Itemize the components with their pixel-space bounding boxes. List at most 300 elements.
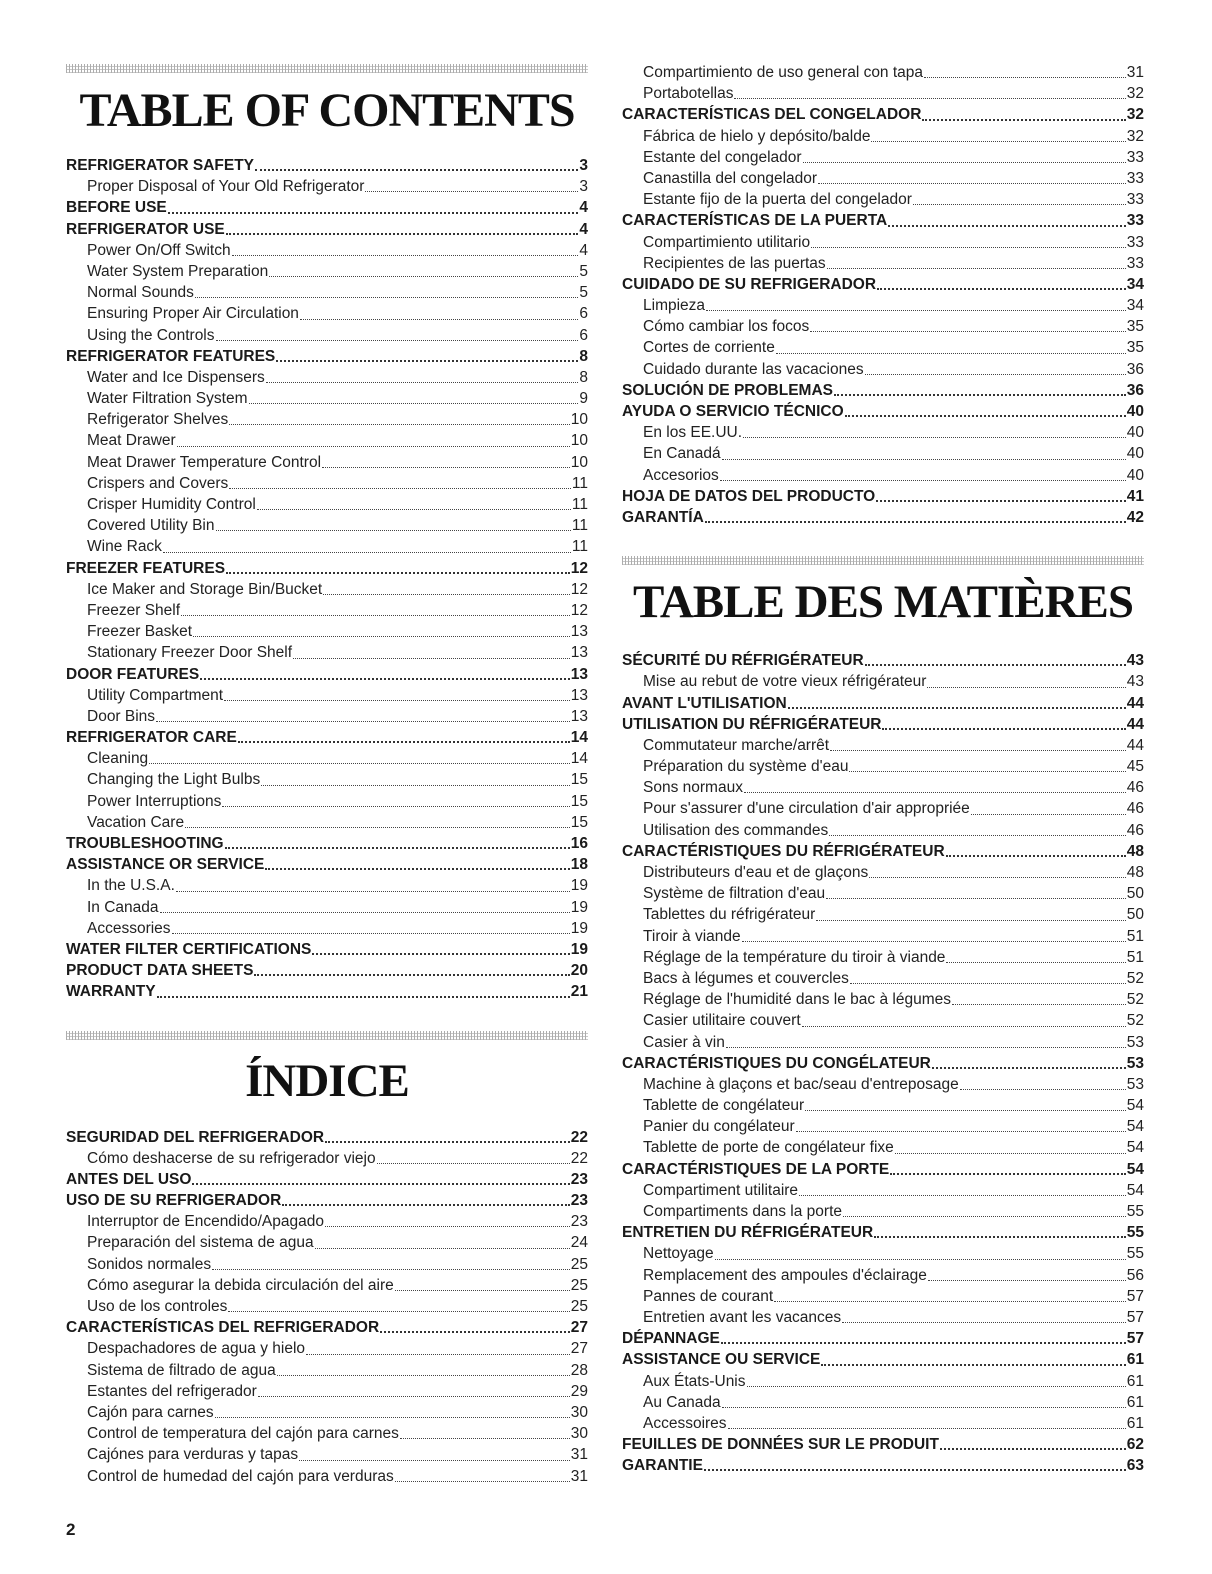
dot-leader xyxy=(722,459,1126,460)
toc-subsection-entry xyxy=(622,1180,1144,1201)
dot-leader xyxy=(185,827,570,828)
toc-entry-label: CARACTÉRISTIQUES DE LA PORTE xyxy=(622,1160,890,1178)
dot-leader xyxy=(895,1153,1126,1154)
toc-entry-label: Limpieza xyxy=(643,297,706,315)
dot-leader xyxy=(293,658,570,659)
toc-entry-page: 3 xyxy=(579,178,588,196)
toc-section-entry xyxy=(66,1169,588,1190)
dot-leader xyxy=(261,785,570,786)
toc-subsection-entry xyxy=(66,1254,588,1275)
toc-subsection-entry xyxy=(66,303,588,324)
toc-entry-page: 15 xyxy=(570,813,588,831)
toc-entry-page: 53 xyxy=(1126,1054,1144,1072)
toc-entry-page: 10 xyxy=(570,432,588,450)
dot-leader xyxy=(215,1417,570,1418)
toc-entry-label: Tiroir à viande xyxy=(643,927,741,945)
toc-entry-page: 16 xyxy=(570,835,588,852)
toc-section-entry xyxy=(622,380,1144,401)
toc-entry-page: 53 xyxy=(1126,1033,1144,1051)
toc-entry-page: 23 xyxy=(570,1170,588,1188)
dot-leader xyxy=(395,1481,570,1482)
toc-entry-label: Proper Disposal of Your Old Refrigerator xyxy=(87,178,365,196)
dot-leader xyxy=(715,1259,1126,1260)
toc-entry-label: CARACTÉRISTIQUES DU CONGÉLATEUR xyxy=(622,1054,931,1072)
toc-entry-label: Commutateur marche/arrêt xyxy=(643,736,830,754)
toc-entry-label: Meat Drawer xyxy=(87,432,176,450)
dot-leader xyxy=(928,1280,1126,1281)
dot-leader xyxy=(192,1183,569,1185)
toc-entry-page: 32 xyxy=(1126,85,1144,103)
toc-subsection-entry xyxy=(622,798,1144,819)
toc-entry-page: 15 xyxy=(570,771,588,789)
toc-entry-page: 19 xyxy=(570,898,588,916)
toc-subsection-entry xyxy=(66,706,588,727)
toc-subsection-entry xyxy=(66,515,588,536)
dot-leader xyxy=(322,467,570,468)
toc-entry-label: Tablette de congélateur xyxy=(643,1097,805,1115)
toc-entry-label: Wine Rack xyxy=(87,538,162,556)
dot-leader xyxy=(276,360,578,362)
toc-entry-label: GARANTÍA xyxy=(622,508,704,526)
toc-entry-label: Cortes de corriente xyxy=(643,339,775,357)
toc-section-entry xyxy=(622,274,1144,295)
toc-subsection-entry xyxy=(66,685,588,706)
toc-entry-label: En los EE.UU. xyxy=(643,424,743,442)
toc-section-entry xyxy=(622,1053,1144,1074)
toc-section-entry xyxy=(622,1434,1144,1455)
toc-subsection-entry xyxy=(622,883,1144,904)
toc-entry-page: 46 xyxy=(1126,779,1144,797)
toc-entry-page: 10 xyxy=(570,453,588,471)
dot-leader xyxy=(827,268,1126,269)
toc-subsection-entry xyxy=(622,337,1144,358)
toc-entry-page: 54 xyxy=(1126,1181,1144,1199)
toc-entry-page: 33 xyxy=(1126,254,1144,272)
toc-entry-label: Tablette de porte de congélateur fixe xyxy=(643,1139,894,1157)
toc-entry-label: Mise au rebut de votre vieux réfrigérateur xyxy=(643,673,927,691)
toc-entry-page: 33 xyxy=(1126,233,1144,251)
toc-entry-label: AVANT L'UTILISATION xyxy=(622,694,787,712)
toc-section-entry xyxy=(622,841,1144,862)
toc-section-entry xyxy=(622,1455,1144,1476)
toc-subsection-entry xyxy=(622,1286,1144,1307)
toc-entry-label: REFRIGERATOR USE xyxy=(66,220,225,238)
dot-leader xyxy=(871,141,1125,142)
toc-section-entry xyxy=(622,693,1144,714)
toc-entry-label: In the U.S.A. xyxy=(87,877,175,895)
toc-entry-page: 3 xyxy=(579,157,588,174)
toc-entry-page: 51 xyxy=(1126,948,1144,966)
toc-entry-label: ANTES DEL USO xyxy=(66,1170,192,1188)
dot-leader xyxy=(325,1226,570,1227)
toc-entry-page: 55 xyxy=(1126,1245,1144,1263)
toc-entry-label: Water System Preparation xyxy=(87,262,269,280)
toc-subsection-entry xyxy=(66,1444,588,1465)
toc-entry-page: 53 xyxy=(1126,1075,1144,1093)
toc-entry-page: 57 xyxy=(1126,1330,1144,1348)
toc-entry-label: DÉPANNAGE xyxy=(622,1330,720,1348)
toc-subsection-entry xyxy=(66,176,588,197)
dot-leader xyxy=(265,868,569,870)
toc-subsection-entry xyxy=(622,1307,1144,1328)
toc-entry-page: 12 xyxy=(570,601,588,619)
dot-leader xyxy=(829,835,1126,836)
toc-subsection-entry xyxy=(66,430,588,451)
dot-leader xyxy=(940,1448,1126,1450)
toc-entry-label: Water Filtration System xyxy=(87,390,248,408)
toc-section-entry xyxy=(66,960,588,981)
toc-entry-label: Cajónes para verduras y tapas xyxy=(87,1446,299,1464)
toc-entry-page: 5 xyxy=(579,284,588,302)
toc-subsection-entry xyxy=(622,947,1144,968)
toc-entry-label: Utility Compartment xyxy=(87,686,224,704)
dot-leader xyxy=(160,912,570,913)
toc-entry-label: Stationary Freezer Door Shelf xyxy=(87,644,293,662)
toc-entry-page: 22 xyxy=(570,1128,588,1146)
toc-entry-label: Réglage de la température du tiroir à viande xyxy=(643,948,946,966)
toc-entry-label: Au Canada xyxy=(643,1393,721,1411)
toc-entry-page: 52 xyxy=(1126,1012,1144,1030)
toc-entry-label: Control de temperatura del cajón para carnes xyxy=(87,1425,399,1443)
toc-entry-label: Accessories xyxy=(87,919,171,937)
toc-entry-page: 24 xyxy=(570,1234,588,1252)
toc-subsection-entry xyxy=(66,918,588,939)
dot-leader xyxy=(744,792,1126,793)
toc-entry-label: Freezer Shelf xyxy=(87,601,181,619)
toc-entry-page: 43 xyxy=(1126,673,1144,691)
dot-leader xyxy=(149,763,570,764)
page-number: 2 xyxy=(66,1520,76,1539)
toc-entry-label: Covered Utility Bin xyxy=(87,517,215,535)
toc-section-entry xyxy=(622,714,1144,735)
dot-leader xyxy=(850,983,1126,984)
toc-entry-page: 4 xyxy=(579,241,588,259)
toc-subsection-entry xyxy=(622,62,1144,83)
toc-entry-page: 30 xyxy=(570,1425,588,1443)
toc-subsection-entry xyxy=(66,1466,588,1487)
toc-entry-page: 44 xyxy=(1126,736,1144,754)
toc-subsection-entry xyxy=(66,367,588,388)
toc-section-entry xyxy=(66,219,588,240)
toc-entry-label: Sonidos normales xyxy=(87,1255,212,1273)
dot-leader xyxy=(312,953,569,955)
dot-leader xyxy=(282,1204,569,1206)
dot-leader xyxy=(200,678,570,680)
toc-subsection-entry xyxy=(622,443,1144,464)
toc-entry-label: CARACTERÍSTICAS DE LA PUERTA xyxy=(622,212,888,230)
dot-leader xyxy=(157,996,570,998)
toc-entry-label: Water and Ice Dispensers xyxy=(87,368,265,386)
toc-entry-page: 13 xyxy=(570,644,588,662)
dot-leader xyxy=(799,1195,1126,1196)
toc-entry-page: 13 xyxy=(570,623,588,641)
toc-es-title: ÍNDICE xyxy=(245,1054,409,1107)
toc-entry-page: 4 xyxy=(579,199,588,217)
toc-entry-page: 48 xyxy=(1126,864,1144,881)
toc-section-entry xyxy=(66,155,588,176)
toc-entry-label: Cómo cambiar los focos xyxy=(643,318,810,336)
toc-entry-page: 11 xyxy=(571,517,588,535)
toc-subsection-entry xyxy=(66,261,588,282)
toc-entry-page: 63 xyxy=(1126,1457,1144,1475)
toc-entry-label: Bacs à légumes et couvercles xyxy=(643,969,849,987)
dot-leader xyxy=(232,255,579,256)
dot-leader xyxy=(845,415,1126,417)
toc-entry-page: 11 xyxy=(571,474,588,492)
toc-entry-label: Utilisation des commandes xyxy=(643,821,829,839)
toc-entry-page: 56 xyxy=(1126,1266,1144,1284)
toc-subsection-entry xyxy=(622,1095,1144,1116)
toc-subsection-entry xyxy=(66,812,588,833)
toc-subsection-entry xyxy=(622,671,1144,692)
dot-leader xyxy=(156,721,570,722)
toc-entry-label: Panier du congélateur xyxy=(643,1118,795,1136)
toc-entry-label: Cajón para carnes xyxy=(87,1403,214,1421)
dot-leader xyxy=(212,1269,570,1270)
toc-entry-page: 33 xyxy=(1126,191,1144,209)
toc-entry-label: SÉCURITÉ DU RÉFRIGÉRATEUR xyxy=(622,652,864,670)
toc-entry-page: 62 xyxy=(1126,1436,1144,1454)
toc-entry-label: Cuidado durante las vacaciones xyxy=(643,360,864,378)
toc-subsection-entry xyxy=(66,642,588,663)
toc-entry-label: TROUBLESHOOTING xyxy=(66,835,224,852)
dot-leader xyxy=(728,1428,1126,1429)
toc-entry-page: 12 xyxy=(570,559,588,577)
toc-entry-page: 13 xyxy=(570,686,588,704)
toc-entry-page: 28 xyxy=(570,1361,588,1379)
toc-entry-label: Réglage de l'humidité dans le bac à légumes xyxy=(643,991,951,1009)
toc-section-entry xyxy=(66,939,588,960)
toc-subsection-entry xyxy=(622,1371,1144,1392)
toc-entry-label: Sons normaux xyxy=(643,779,743,797)
toc-subsection-entry xyxy=(622,968,1144,989)
toc-entry-label: In Canada xyxy=(87,898,159,916)
toc-entry-label: Uso de los controles xyxy=(87,1298,228,1315)
toc-subsection-entry xyxy=(622,232,1144,253)
toc-entry-label: BEFORE USE xyxy=(66,199,167,217)
dot-leader xyxy=(849,771,1125,772)
toc-entry-page: 8 xyxy=(579,347,588,365)
toc-entry-label: HOJA DE DATOS DEL PRODUCTO xyxy=(622,487,876,505)
dot-leader xyxy=(882,728,1125,730)
toc-entry-page: 12 xyxy=(570,580,588,598)
toc-subsection-entry xyxy=(622,820,1144,841)
toc-entry-page: 33 xyxy=(1126,148,1144,166)
toc-entry-page: 9 xyxy=(579,390,588,408)
toc-entry-label: ASSISTANCE OR SERVICE xyxy=(66,856,265,874)
toc-subsection-entry xyxy=(622,465,1144,486)
toc-entry-page: 36 xyxy=(1126,381,1144,399)
dot-leader xyxy=(826,898,1126,899)
toc-entry-label: ENTRETIEN DU RÉFRIGÉRATEUR xyxy=(622,1224,874,1242)
dot-leader xyxy=(726,1047,1126,1048)
dot-leader xyxy=(952,1004,1126,1005)
toc-entry-page: 33 xyxy=(1126,169,1144,187)
toc-subsection-entry xyxy=(622,904,1144,925)
toc-entry-page: 19 xyxy=(570,919,588,937)
dot-leader xyxy=(704,1469,1126,1471)
dot-leader xyxy=(932,1067,1126,1069)
toc-entry-label: Accesorios xyxy=(643,466,719,484)
toc-subsection-entry xyxy=(622,862,1144,883)
toc-entry-label: Using the Controls xyxy=(87,326,215,344)
dot-leader xyxy=(300,319,578,320)
decorative-rule xyxy=(66,1031,588,1040)
toc-entry-label: CUIDADO DE SU REFRIGERADOR xyxy=(622,275,877,293)
toc-subsection-entry xyxy=(66,1211,588,1232)
toc-subsection-entry xyxy=(622,316,1144,337)
toc-subsection-entry xyxy=(66,452,588,473)
toc-entry-page: 19 xyxy=(570,940,588,958)
toc-entry-page: 4 xyxy=(579,220,588,238)
dot-leader xyxy=(821,1364,1125,1366)
dot-leader xyxy=(193,636,570,637)
toc-subsection-entry xyxy=(622,926,1144,947)
toc-subsection-entry xyxy=(622,777,1144,798)
toc-section-entry xyxy=(622,486,1144,507)
dot-leader xyxy=(249,403,579,404)
dot-leader xyxy=(830,750,1126,751)
toc-section-entry xyxy=(66,1317,588,1338)
toc-subsection-entry xyxy=(622,189,1144,210)
dot-leader xyxy=(172,933,570,934)
dot-leader xyxy=(811,247,1126,248)
toc-section-entry xyxy=(622,1159,1144,1180)
dot-leader xyxy=(377,1163,570,1164)
toc-entry-page: 23 xyxy=(570,1192,588,1210)
dot-leader xyxy=(788,707,1126,709)
dot-leader xyxy=(269,276,578,277)
toc-fr-title: TABLE DES MATIÈRES xyxy=(632,576,1133,629)
toc-entry-page: 52 xyxy=(1126,969,1144,987)
toc-entry-page: 27 xyxy=(570,1319,588,1337)
toc-subsection-entry xyxy=(66,1360,588,1381)
toc-entry-page: 32 xyxy=(1126,127,1144,145)
toc-entry-label: Distributeurs d'eau et de glaçons xyxy=(643,864,869,881)
toc-section-entry xyxy=(66,346,588,367)
toc-section-entry xyxy=(66,664,588,685)
toc-subsection-entry xyxy=(66,536,588,557)
toc-subsection-entry xyxy=(66,388,588,409)
decorative-rule xyxy=(66,64,588,73)
dot-leader xyxy=(971,814,1126,815)
toc-entry-page: 61 xyxy=(1126,1393,1144,1411)
dot-leader xyxy=(216,530,571,531)
dot-leader xyxy=(266,382,579,383)
toc-entry-page: 61 xyxy=(1126,1372,1144,1390)
toc-subsection-entry xyxy=(66,1402,588,1423)
toc-entry-page: 44 xyxy=(1126,694,1144,712)
dot-leader xyxy=(722,1407,1126,1408)
toc-entry-label: Crispers and Covers xyxy=(87,474,229,492)
toc-entry-page: 31 xyxy=(570,1467,588,1485)
toc-entry-label: CARACTERÍSTICAS DEL CONGELADOR xyxy=(622,106,922,124)
toc-entry-page: 48 xyxy=(1126,842,1144,860)
toc-entry-page: 55 xyxy=(1126,1203,1144,1220)
dot-leader xyxy=(876,500,1126,502)
dot-leader xyxy=(877,288,1126,290)
toc-entry-label: Aux États-Unis xyxy=(643,1372,746,1390)
toc-section-entry xyxy=(622,1349,1144,1370)
toc-entry-label: CARACTÉRISTIQUES DU RÉFRIGÉRATEUR xyxy=(622,842,945,860)
dot-leader xyxy=(810,331,1125,332)
toc-entry-label: Refrigerator Shelves xyxy=(87,411,229,429)
toc-entry-label: FREEZER FEATURES xyxy=(66,559,226,577)
dot-leader xyxy=(922,119,1125,121)
toc-entry-page: 52 xyxy=(1126,991,1144,1009)
toc-entry-page: 40 xyxy=(1126,466,1144,484)
toc-entry-page: 13 xyxy=(570,707,588,725)
toc-entry-page: 57 xyxy=(1126,1287,1144,1305)
toc-entry-label: Power Interruptions xyxy=(87,792,222,810)
toc-entry-label: SEGURIDAD DEL REFRIGERADOR xyxy=(66,1128,325,1146)
toc-subsection-entry xyxy=(66,494,588,515)
toc-subsection-entry xyxy=(66,621,588,642)
toc-subsection-entry xyxy=(66,282,588,303)
toc-entry-page: 41 xyxy=(1126,487,1144,505)
dot-leader xyxy=(721,1342,1126,1344)
toc-en-list xyxy=(66,155,588,1003)
toc-subsection-entry xyxy=(66,1381,588,1402)
toc-entry-label: Ice Maker and Storage Bin/Bucket xyxy=(87,580,323,598)
toc-entry-page: 34 xyxy=(1126,275,1144,293)
dot-leader xyxy=(927,687,1125,688)
toc-subsection-entry xyxy=(66,600,588,621)
dot-leader xyxy=(843,1216,1126,1217)
toc-entry-page: 31 xyxy=(570,1446,588,1464)
dot-leader xyxy=(834,394,1126,396)
toc-entry-page: 44 xyxy=(1126,715,1144,733)
toc-subsection-entry xyxy=(622,1413,1144,1434)
dot-leader xyxy=(228,1311,569,1312)
toc-entry-label: Ensuring Proper Air Circulation xyxy=(87,305,299,323)
toc-entry-label: Portabotellas xyxy=(643,85,734,103)
toc-entry-label: ASSISTANCE OU SERVICE xyxy=(622,1351,821,1369)
toc-entry-page: 25 xyxy=(570,1255,588,1273)
dot-leader xyxy=(257,509,571,510)
toc-subsection-entry xyxy=(622,168,1144,189)
toc-subsection-entry xyxy=(66,1275,588,1296)
dot-leader xyxy=(299,1460,570,1461)
toc-entry-label: REFRIGERATOR SAFETY xyxy=(66,157,255,174)
toc-entry-page: 35 xyxy=(1126,339,1144,357)
toc-subsection-entry xyxy=(66,579,588,600)
toc-subsection-entry xyxy=(622,359,1144,380)
dot-leader xyxy=(222,806,569,807)
toc-entry-label: Entretien avant les vacances xyxy=(643,1308,842,1326)
decorative-rule xyxy=(622,556,1144,565)
dot-leader xyxy=(890,1173,1126,1175)
toc-entry-page: 54 xyxy=(1126,1160,1144,1178)
dot-leader xyxy=(706,310,1126,311)
toc-entry-label: Control de humedad del cajón para verduras xyxy=(87,1467,394,1485)
toc-entry-label: Interruptor de Encendido/Apagado xyxy=(87,1213,324,1231)
toc-subsection-entry xyxy=(622,147,1144,168)
dot-leader xyxy=(238,741,570,743)
toc-entry-label: Estante fijo de la puerta del congelador xyxy=(643,191,912,209)
toc-entry-label: Despachadores de agua y hielo xyxy=(87,1340,306,1358)
toc-entry-label: Cleaning xyxy=(87,750,149,768)
dot-leader xyxy=(818,183,1126,184)
toc-entry-label: FEUILLES DE DONNÉES SUR LE PRODUIT xyxy=(622,1436,939,1454)
toc-entry-label: Cómo asegurar la debida circulación del aire xyxy=(87,1276,394,1294)
toc-subsection-entry xyxy=(66,875,588,896)
dot-leader xyxy=(395,1290,570,1291)
toc-entry-page: 21 xyxy=(570,983,588,1001)
toc-entry-label: Crisper Humidity Control xyxy=(87,496,256,513)
toc-entry-page: 35 xyxy=(1126,318,1144,336)
right-column xyxy=(622,62,1144,1476)
